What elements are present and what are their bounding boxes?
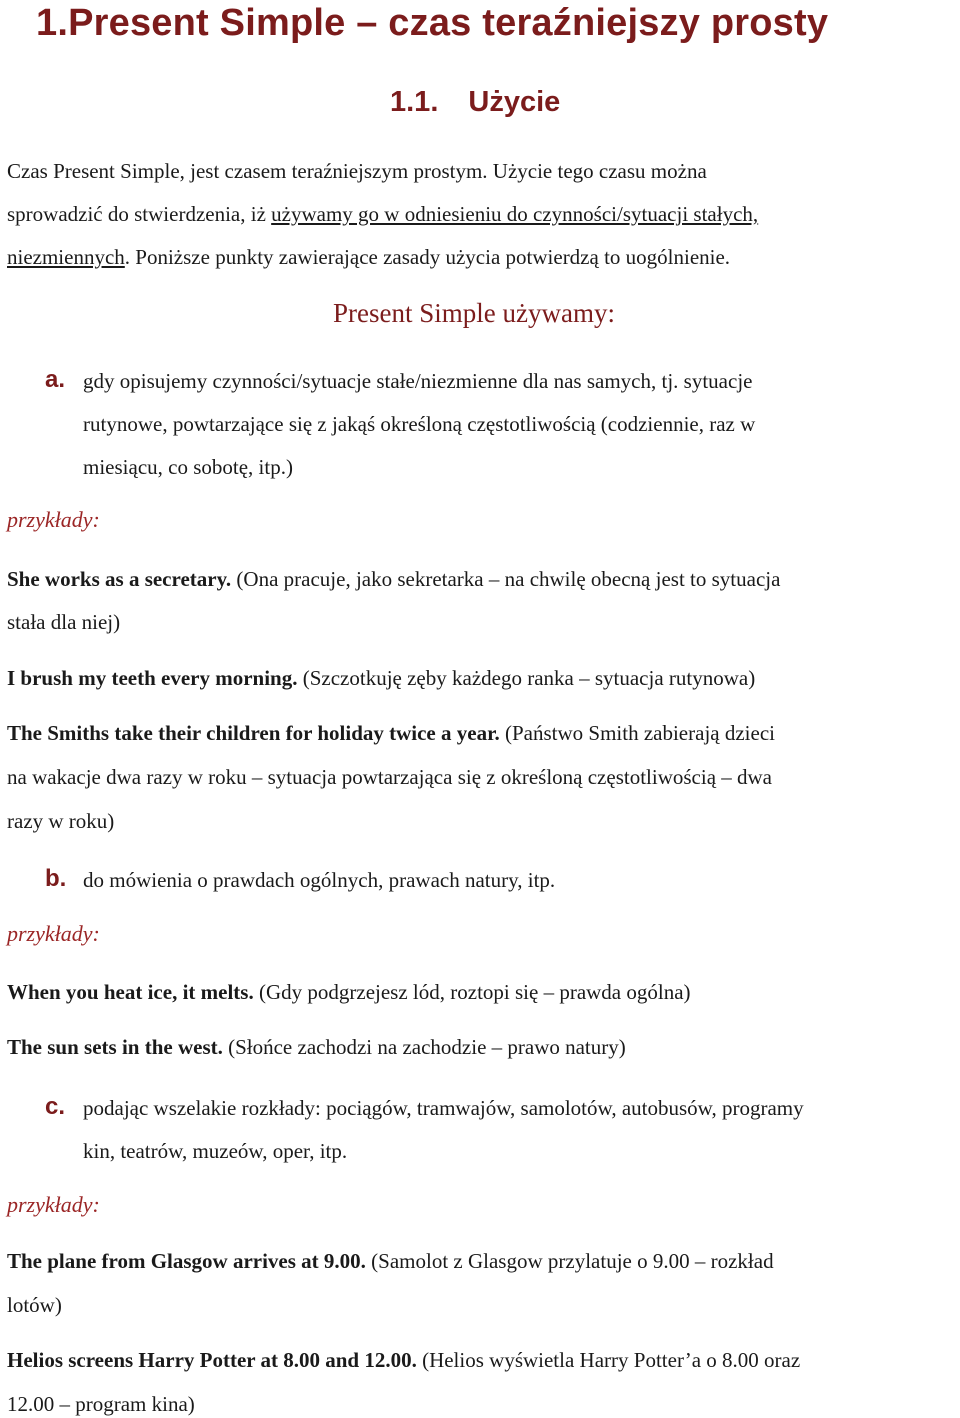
example-c2-translation: (Helios wyświetla Harry Potter’a o 8.00 oraz	[416, 1348, 801, 1372]
example-c1-line-2: lotów)	[7, 1293, 62, 1317]
example-c1-translation: (Samolot z Glasgow przylatuje o 9.00 – rozkład	[365, 1249, 774, 1273]
intro-line-1: Czas Present Simple, jest czasem teraźniejszym prostym. Użycie tego czasu można	[7, 159, 707, 183]
example-a3-english: The Smiths take their children for holiday twice a year.	[7, 721, 500, 745]
example-c1	[7, 1247, 774, 1275]
section-a-line-1: gdy opisujemy czynności/sytuacje stałe/niezmienne dla nas samych, tj. sytuacje	[83, 369, 753, 393]
section-b-letter: b.	[45, 865, 67, 892]
example-c2-english: Helios screens Harry Potter at 8.00 and 12.00.	[7, 1348, 417, 1372]
section-a-letter: a.	[45, 366, 66, 393]
example-a2-english: I brush my teeth every morning.	[7, 666, 298, 690]
intro-line-2	[7, 200, 758, 228]
heading-2-title: Użycie	[468, 86, 561, 118]
example-a3-line-2: na wakacje dwa razy w roku – sytuacja powtarzająca się z określoną częstotliwością – dwa	[7, 765, 773, 789]
example-b1	[7, 978, 691, 1006]
example-a1-translation: (Ona pracuje, jako sekretarka – na chwilę obecną jest to sytuacja	[231, 567, 781, 591]
intro-line-3	[7, 243, 730, 271]
example-a1-english: She works as a secretary.	[7, 567, 232, 591]
intro-line-2-underlined: używamy go w odniesieniu do czynności/sytuacji stałych,	[271, 202, 759, 226]
intro-line-3-rest: . Poniższe punkty zawierające zasady użycia potwierdzą to uogólnienie.	[124, 245, 731, 269]
example-a3-line-3: razy w roku)	[7, 809, 115, 833]
intro-line-2-plain: sprowadzić do stwierdzenia, iż	[7, 202, 272, 226]
subheading: Present Simple używamy:	[333, 298, 615, 328]
example-c2-line-2: 12.00 – program kina)	[7, 1392, 195, 1416]
example-a1-line-2: stała dla niej)	[7, 610, 121, 634]
example-a3	[7, 719, 775, 747]
example-c2	[7, 1346, 800, 1374]
example-b2-translation: (Słońce zachodzi na zachodzie – prawo natury)	[222, 1035, 626, 1059]
heading-2	[390, 86, 560, 119]
example-label-b: przykłady:	[7, 921, 100, 946]
section-a-line-3: miesiącu, co sobotę, itp.)	[83, 455, 293, 479]
example-b2	[7, 1033, 626, 1061]
example-a3-translation: (Państwo Smith zabierają dzieci	[499, 721, 775, 745]
section-a-line-2: rutynowe, powtarzające się z jakąś określoną częstotliwością (codziennie, raz w	[83, 412, 756, 436]
example-a1	[7, 565, 780, 593]
example-b2-english: The sun sets in the west.	[7, 1035, 223, 1059]
example-b1-english: When you heat ice, it melts.	[7, 980, 254, 1004]
heading-2-number: 1.1.	[390, 86, 439, 118]
section-c-line-2: kin, teatrów, muzeów, oper, itp.	[83, 1139, 348, 1163]
heading-1: 1.Present Simple – czas teraźniejszy prosty	[36, 2, 829, 44]
section-c-letter: c.	[45, 1093, 66, 1120]
example-c1-english: The plane from Glasgow arrives at 9.00.	[7, 1249, 366, 1273]
section-c-line-1: podając wszelakie rozkłady: pociągów, tramwajów, samolotów, autobusów, programy	[83, 1096, 804, 1120]
section-b-line-1: do mówienia o prawdach ogólnych, prawach natury, itp.	[83, 868, 556, 892]
example-b1-translation: (Gdy podgrzejesz lód, roztopi się – prawda ogólna)	[253, 980, 691, 1004]
example-a2	[7, 664, 755, 692]
intro-line-3-underlined: niezmiennych	[7, 245, 125, 269]
example-label-c: przykłady:	[7, 1192, 100, 1217]
example-a2-translation: (Szczotkuję zęby każdego ranka – sytuacja rutynowa)	[297, 666, 756, 690]
example-label-a: przykłady:	[7, 507, 100, 532]
